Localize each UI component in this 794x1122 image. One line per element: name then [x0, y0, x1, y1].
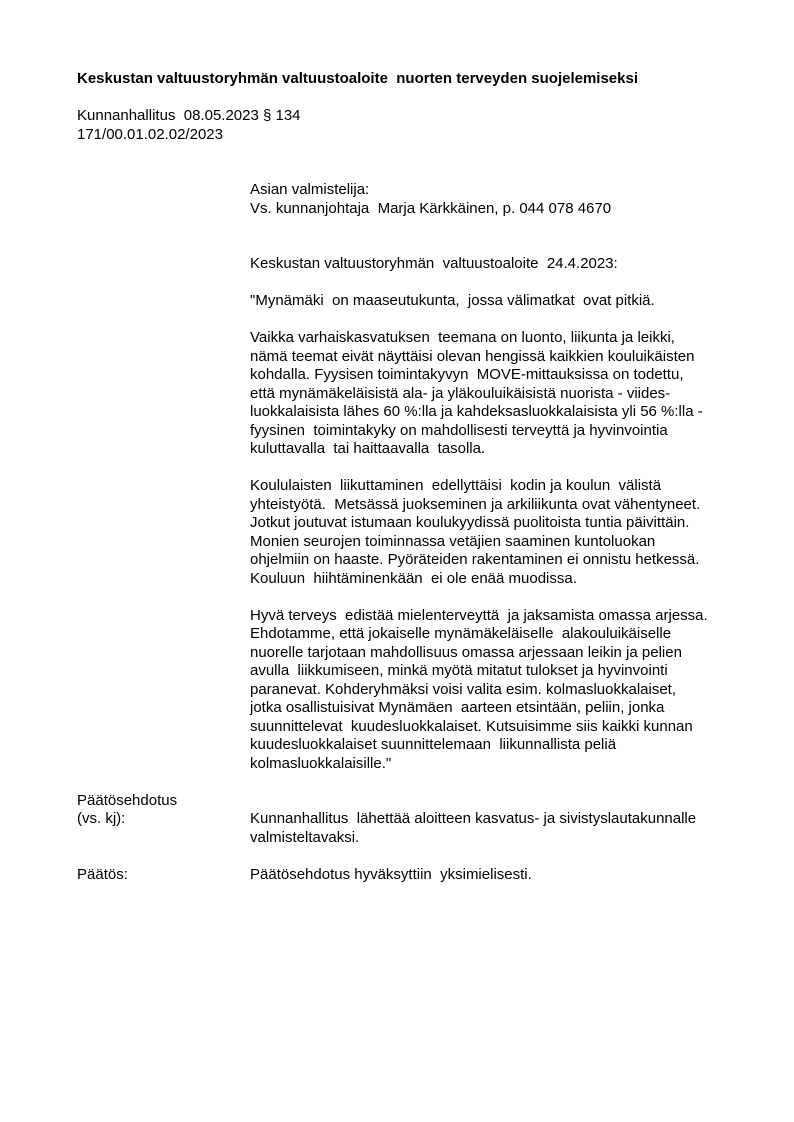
- text-line: Hyvä terveys edistää mielenterveyttä ja jaksamista omassa arjessa.: [250, 606, 708, 624]
- text-line: Monien seurojen toiminnassa vetäjien saaminen kuntoluokan: [250, 532, 656, 550]
- decision-proposal-row: [77, 792, 738, 848]
- preparer-label: Asian valmistelija:: [250, 181, 370, 198]
- initiative-paragraph-3: [250, 477, 738, 588]
- text-line: että mynämäkeläisistä ala- ja yläkouluikäisistä nuorista - viides-: [250, 384, 671, 402]
- decision-label-column: [77, 866, 250, 885]
- text-line: Ehdotamme, että jokaiselle mynämäkeläiselle alakouluikäiselle: [250, 625, 672, 642]
- preparer-block: [250, 181, 738, 218]
- text-line: fyysinen toimintakyky on mahdollisesti terveyttä ja hyvinvointia: [250, 421, 668, 439]
- text-line: kuudesluokkalaiset suunnittelemaan liikunnallista peliä: [250, 736, 617, 753]
- initiative-paragraph-4: [250, 607, 738, 774]
- committee-date-line: Kunnanhallitus 08.05.2023 § 134: [77, 107, 301, 124]
- text-line: paranevat. Kohderyhmäksi voisi valita esim. kolmasluokkalaiset,: [250, 680, 677, 698]
- initiative-paragraph-2: [250, 329, 738, 459]
- decision-proposal-label-column: [77, 792, 250, 848]
- text-line: Kouluun hiihtäminenkään ei ole enää muodissa.: [250, 569, 577, 587]
- text-line: luokkalaisista lähes 60 %:lla ja kahdeksasluokkalaisista yli 56 %:lla -: [250, 403, 703, 420]
- text-line: avulla liikkumiseen, minkä myötä mitatut tulokset ja hyvinvointi: [250, 662, 668, 679]
- text-line: Jotkut joutuvat istumaan koulukyydissä puolitoista tuntia päivittäin.: [250, 514, 690, 531]
- preparer-person: Vs. kunnanjohtaja Marja Kärkkäinen, p. 044 078 4670: [250, 199, 612, 217]
- text-line: kohdalla. Fyysisen toimintakyvyn MOVE-mittauksissa on todettu,: [250, 366, 684, 383]
- initiative-heading: Keskustan valtuustoryhmän valtuustoaloite 24.4.2023:: [250, 255, 618, 272]
- text-line: kolmasluokkalaisille.": [250, 754, 392, 772]
- decision-proposal-sublabel: (vs. kj):: [77, 810, 126, 827]
- text-line: "Mynämäki on maaseutukunta, jossa välimatkat ovat pitkiä.: [250, 292, 655, 309]
- decision-text: Päätösehdotus hyväksyttiin yksimielisesti.: [250, 865, 532, 883]
- initiative-heading-block: [250, 255, 738, 274]
- text-line: Kunnanhallitus lähettää aloitteen kasvatus- ja sivistyslautakunnalle: [250, 810, 697, 827]
- initiative-paragraph-1: [250, 292, 738, 311]
- text-line: Vaikka varhaiskasvatuksen teemana on luonto, liikunta ja leikki,: [250, 329, 675, 346]
- text-line: valmisteltavaksi.: [250, 828, 360, 846]
- text-line: suunnittelevat kuudesluokkalaiset. Kutsuisimme siis kaikki kunnan: [250, 717, 693, 735]
- diary-number: 171/00.01.02.02/2023: [77, 125, 223, 143]
- text-line: yhteistyötä. Metsässä juokseminen ja arkiliikunta ovat vähentyneet.: [250, 495, 701, 513]
- decision-proposal-label: Päätösehdotus: [77, 791, 178, 809]
- text-line: nämä teemat eivät näyttäisi olevan hengissä kaikkien kouluikäisten: [250, 347, 695, 365]
- decision-row: [77, 866, 738, 885]
- text-line: jotka osallistuisivat Mynämäen aarteen etsintään, peliin, jonka: [250, 699, 665, 716]
- document-title: Keskustan valtuustoryhmän valtuustoaloite nuorten terveyden suojelemiseksi: [77, 70, 638, 87]
- text-line: kuluttavalla tai haittaavalla tasolla.: [250, 440, 486, 457]
- decision-text-column: [250, 866, 738, 885]
- text-line: ohjelmiin on haaste. Pyöräteiden rakentaminen ei onnistu hetkessä.: [250, 551, 700, 568]
- decision-proposal-text: [250, 792, 738, 848]
- text-line: Koululaisten liikuttaminen edellyttäisi kodin ja koulun välistä: [250, 477, 662, 494]
- decision-label: Päätös:: [77, 865, 128, 883]
- text-line: nuorelle tarjotaan mahdollisuus omassa arjessaan leikin ja pelien: [250, 643, 682, 661]
- document-header: [77, 107, 738, 144]
